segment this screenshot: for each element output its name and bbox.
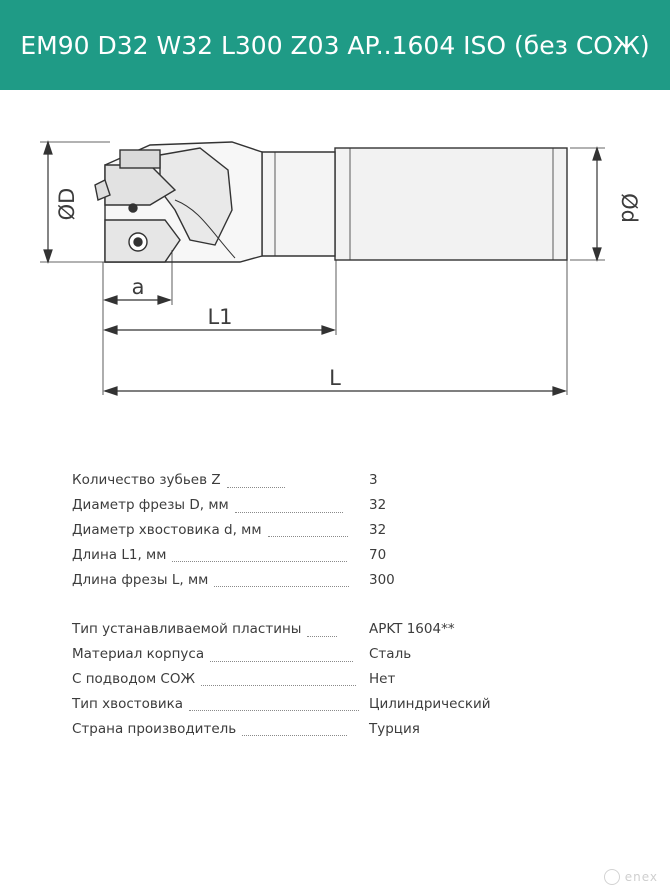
spec-label: Тип устанавливаемой пластины bbox=[72, 621, 302, 638]
spec-row bbox=[72, 542, 632, 567]
page-header bbox=[0, 0, 670, 90]
dot-leader bbox=[268, 536, 348, 537]
spec-value: 70 bbox=[369, 546, 387, 563]
spec-value: 32 bbox=[369, 521, 387, 538]
spec-label: Количество зубьев Z bbox=[72, 472, 221, 489]
dim-label-L1: L1 bbox=[207, 305, 233, 329]
enex-logo-icon bbox=[604, 869, 620, 885]
spec-label: С подводом СОЖ bbox=[72, 670, 196, 687]
spec-row bbox=[72, 642, 632, 667]
spec-label: Длина фрезы L, мм bbox=[72, 571, 209, 588]
dot-leader bbox=[227, 487, 285, 488]
spec-row bbox=[72, 716, 632, 741]
page-title: EM90 D32 W32 L300 Z03 AP..1604 ISO (без СОЖ) bbox=[20, 30, 650, 60]
spec-label: Длина L1, мм bbox=[72, 546, 167, 563]
spec-row bbox=[72, 617, 632, 642]
watermark-text: enex bbox=[624, 870, 658, 884]
spec-value: 32 bbox=[369, 497, 387, 514]
dim-label-L: L bbox=[329, 366, 341, 390]
spec-row bbox=[72, 468, 632, 493]
enex-watermark bbox=[604, 869, 658, 885]
dot-leader bbox=[172, 561, 347, 562]
dot-leader bbox=[242, 735, 347, 736]
dim-label-d: Ød bbox=[617, 193, 641, 223]
dot-leader bbox=[189, 710, 359, 711]
spec-value: 300 bbox=[369, 571, 395, 588]
spec-label: Материал корпуса bbox=[72, 646, 205, 663]
dot-leader bbox=[307, 636, 337, 637]
dot-leader bbox=[235, 512, 343, 513]
specs-extra bbox=[72, 617, 632, 741]
spec-label: Тип хвостовика bbox=[72, 695, 184, 712]
end-mill-drawing-svg bbox=[0, 90, 670, 440]
dim-label-a: a bbox=[131, 275, 145, 299]
shank bbox=[335, 148, 567, 260]
specs-main bbox=[72, 468, 632, 592]
spec-label: Страна производитель bbox=[72, 720, 237, 737]
spec-value: Сталь bbox=[369, 646, 412, 663]
spec-value: Турция bbox=[369, 720, 420, 737]
dot-leader bbox=[201, 685, 356, 686]
spec-label: Диаметр хвостовика d, мм bbox=[72, 521, 262, 538]
spec-value: Цилиндрический bbox=[369, 695, 491, 712]
spec-value: APKT 1604** bbox=[369, 621, 455, 638]
spec-row bbox=[72, 667, 632, 692]
tool-drawing bbox=[0, 90, 670, 440]
dot-leader bbox=[210, 661, 353, 662]
spec-row bbox=[72, 493, 632, 518]
spec-value: Нет bbox=[369, 670, 396, 687]
dot-leader bbox=[214, 586, 349, 587]
spec-row bbox=[72, 518, 632, 543]
spec-label: Диаметр фрезы D, мм bbox=[72, 497, 229, 514]
spec-row bbox=[72, 691, 632, 716]
spec-value: 3 bbox=[369, 472, 378, 489]
spec-row bbox=[72, 567, 632, 592]
dim-label-D: ØD bbox=[55, 187, 79, 221]
neck bbox=[262, 152, 335, 256]
